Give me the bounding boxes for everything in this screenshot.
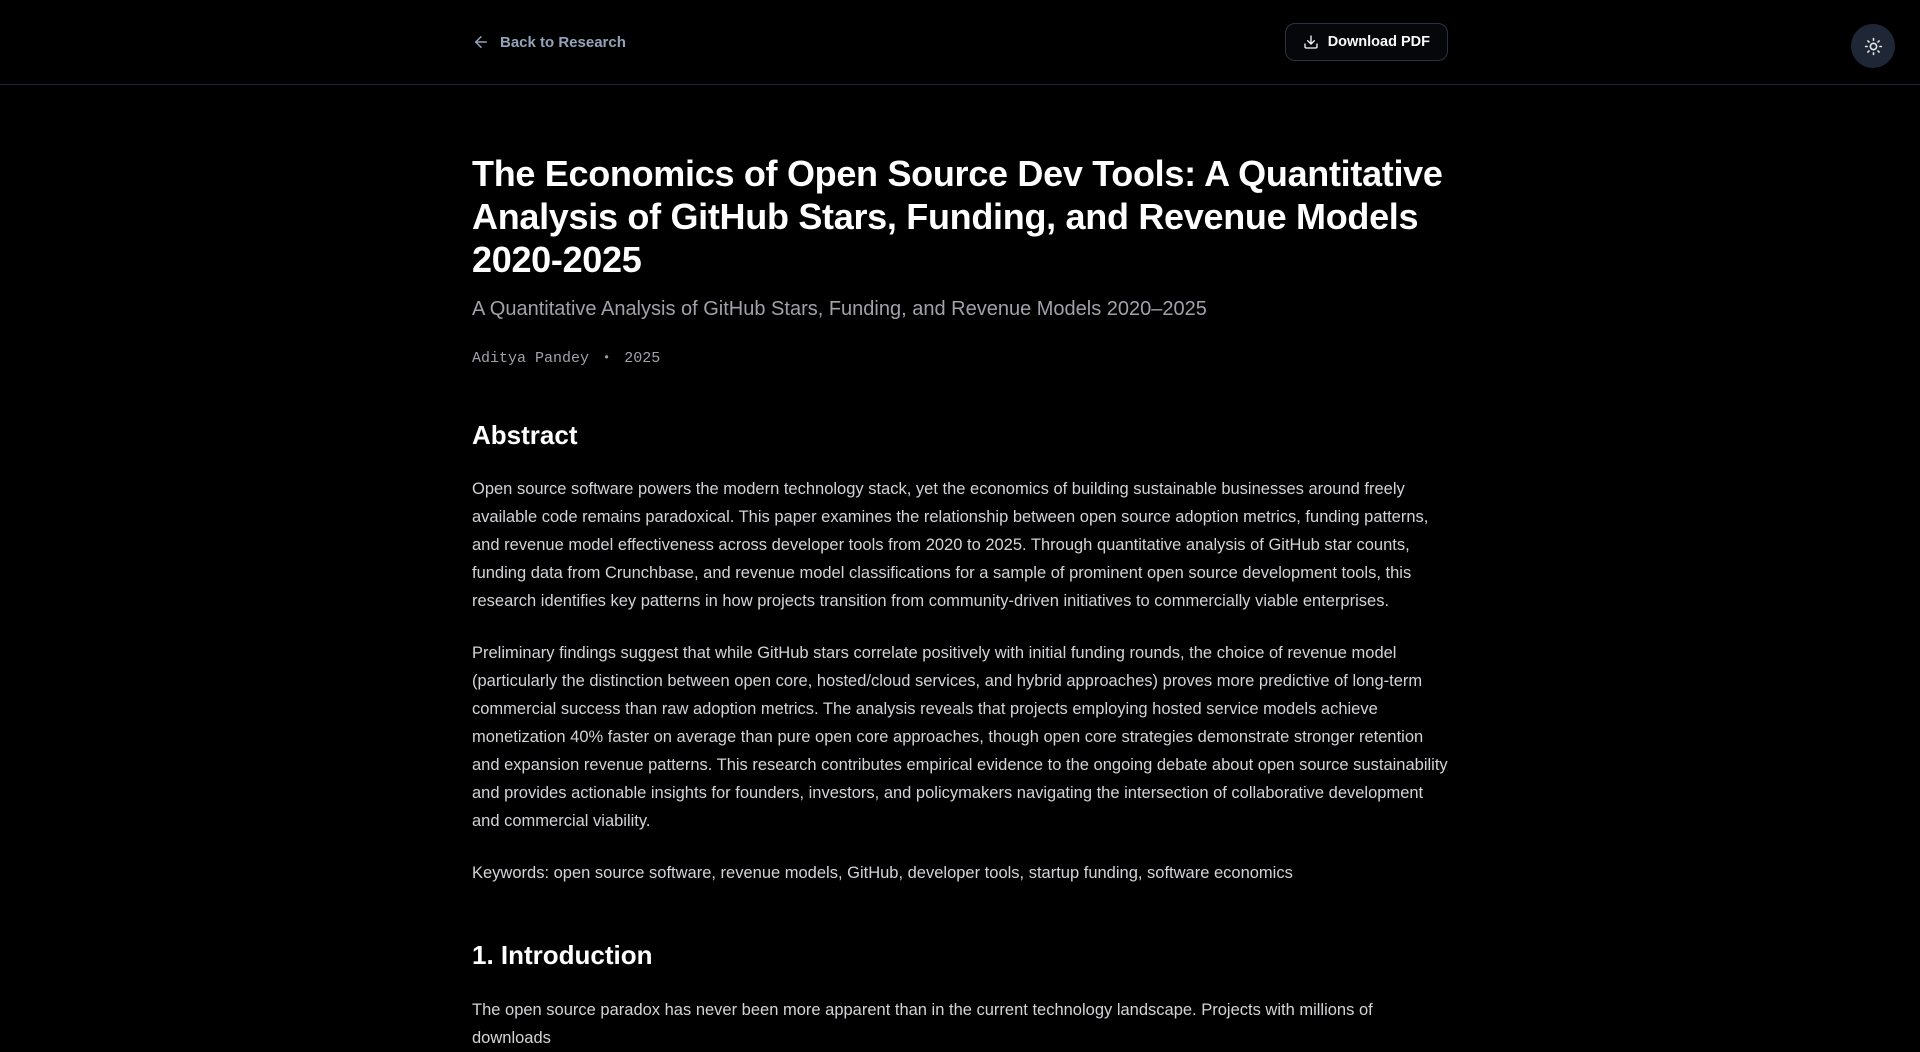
download-pdf-button[interactable] (1285, 23, 1448, 61)
meta-separator: • (603, 351, 611, 366)
abstract-paragraph-1: Open source software powers the modern technology stack, yet the economics of building sustainable businesses around freely available code remains paradoxical. This paper examines the relationship between open source adoption metrics, funding patterns, and revenue model effectiveness across developer tools from 2020 to 2025. Through quantitative analysis of GitHub star counts, funding data from Crunchbase, and revenue model classifications for a sample of prominent open source development tools, this research identifies key patterns in how projects transition from community-driven initiatives to commercially viable enterprises. (472, 480, 1429, 611)
introduction-heading: 1. Introduction (472, 940, 653, 971)
keywords-line: Keywords: open source software, revenue models, GitHub, developer tools, startup funding, software economics (472, 864, 1293, 883)
download-icon (1303, 34, 1319, 50)
page-header (0, 0, 1920, 85)
section-abstract (472, 419, 1448, 888)
arrow-left-icon (472, 33, 490, 51)
back-link-label: Back to Research (500, 33, 626, 51)
paper-content (472, 85, 1448, 1052)
paper-title: The Economics of Open Source Dev Tools: A Quantitative Analysis of GitHub Stars, Funding, and Revenue Models 2020-2025 (472, 153, 1443, 281)
back-to-research-link[interactable] (472, 33, 626, 51)
theme-toggle-button[interactable] (1851, 24, 1895, 68)
abstract-heading: Abstract (472, 419, 578, 450)
paper-meta (472, 350, 1448, 367)
header-inner (472, 23, 1448, 61)
sun-icon (1864, 37, 1883, 56)
section-introduction (472, 939, 1448, 1052)
paper-year: 2025 (624, 349, 661, 367)
paper-author: Aditya Pandey (472, 349, 590, 367)
paper-subtitle: A Quantitative Analysis of GitHub Stars, Funding, and Revenue Models 2020–2025 (472, 297, 1207, 320)
download-pdf-label: Download PDF (1327, 34, 1430, 50)
abstract-paragraph-2: Preliminary findings suggest that while GitHub stars correlate positively with initial funding rounds, the choice of revenue model (particularly the distinction between open core, hosted/cloud services, and hybrid approaches) proves more predictive of long-term commercial success than raw adoption metrics. The analysis reveals that projects employing hosted service models achieve monetization 40% faster on average than pure open core approaches, though open core strategies demonstrate stronger retention and expansion revenue patterns. This research contributes empirical evidence to the ongoing debate about open source sustainability and provides actionable insights for founders, investors, and policymakers navigating the intersection of collaborative development and commercial viability. (472, 644, 1448, 831)
introduction-paragraph-1: The open source paradox has never been more apparent than in the current technology landscape. Projects with millions of downloads (472, 1000, 1373, 1047)
